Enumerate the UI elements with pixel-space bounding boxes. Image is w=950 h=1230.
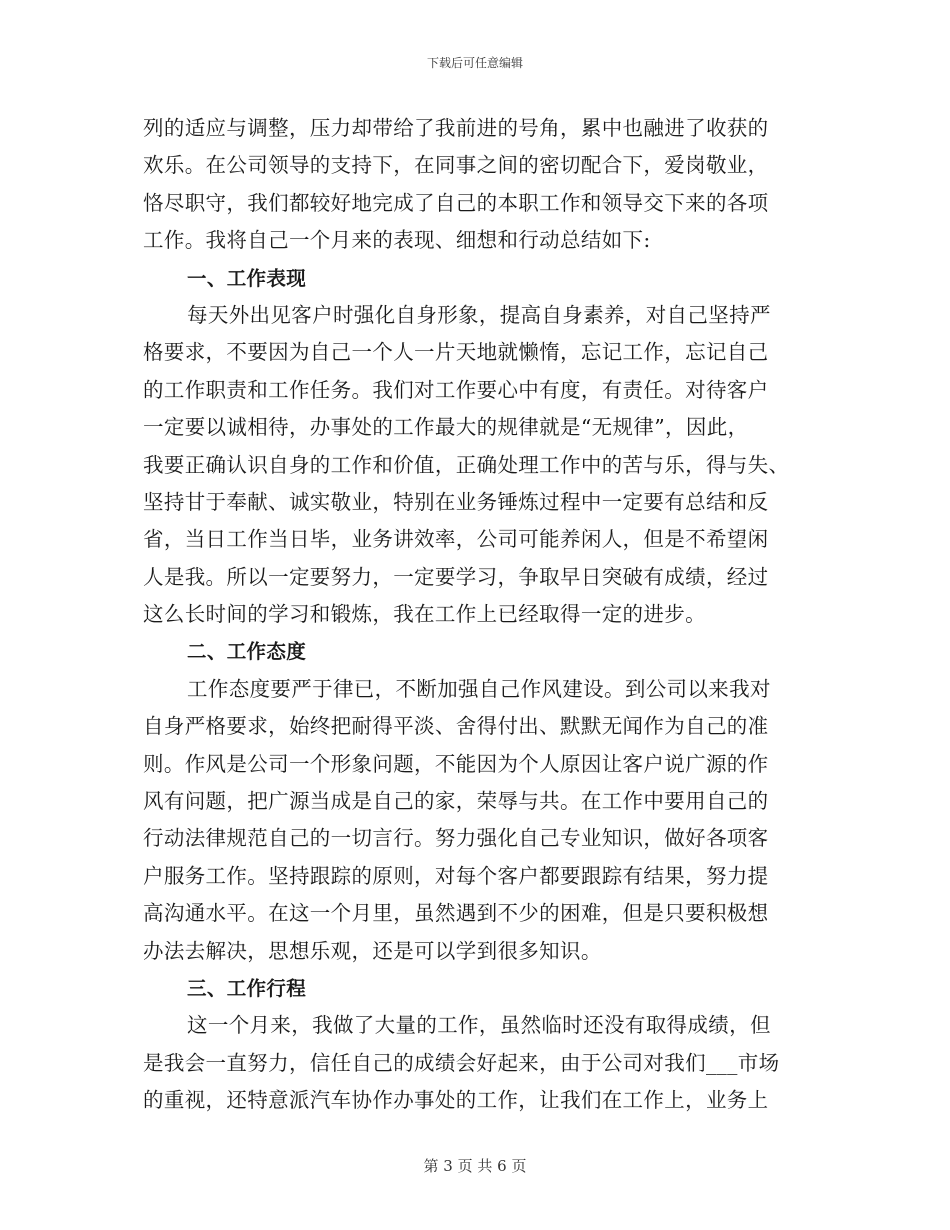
paragraph-line: 恪尽职守，我们都较好地完成了自己的本职工作和领导交下来的各项 — [143, 190, 769, 215]
page-header: 下载后可任意编辑 — [426, 56, 523, 70]
paragraph-line: 省，当日工作当日毕，业务讲效率，公司可能养闲人，但是不希望闲 — [143, 527, 769, 552]
paragraph-line: 我要正确认识自身的工作和价值，正确处理工作中的苦与乐，得与失、 — [143, 452, 790, 477]
paragraph-line: 格要求，不要因为自己一个人一片天地就懒惰，忘记工作，忘记自己 — [143, 340, 769, 365]
section-heading-work-attitude: 二、工作态度 — [187, 640, 307, 664]
paragraph-line: 则。作风是公司一个形象问题，不能因为个人原因让客户说广源的作 — [143, 751, 769, 776]
document-body — [143, 110, 803, 1120]
section-heading-work-performance: 一、工作表现 — [187, 266, 307, 290]
paragraph-line: 是我会一直努力，信任自己的成绩会好起来，由于公司对我们___市场 — [143, 1050, 780, 1075]
paragraph-line: 欢乐。在公司领导的支持下，在同事之间的密切配合下，爱岗敬业， — [143, 153, 769, 178]
paragraph-line: 工作态度要严于律已，不断加强自己作风建设。到公司以来我对 — [187, 676, 771, 701]
paragraph-line: 工作。我将自己一个月来的表现、细想和行动总结如下: — [143, 228, 651, 253]
paragraph-line: 自身严格要求，始终把耐得平淡、舍得付出、默默无闻作为自己的准 — [143, 714, 769, 739]
page-number: 第 3 页 共 6 页 — [423, 1157, 527, 1175]
paragraph-line: 户服务工作。坚持跟踪的原则，对每个客户都要跟踪有结果，努力提 — [143, 863, 769, 888]
paragraph-line: 列的适应与调整，压力却带给了我前进的号角，累中也融进了收获的 — [143, 116, 769, 140]
section-heading-work-schedule: 三、工作行程 — [187, 976, 307, 1000]
paragraph-line: 风有问题，把广源当成是自己的家，荣辱与共。在工作中要用自己的 — [143, 789, 769, 814]
paragraph-line: 办法去解决，思想乐观，还是可以学到很多知识。 — [143, 938, 602, 963]
paragraph-line: 高沟通水平。在这一个月里，虽然遇到不少的困难，但是只要积极想 — [143, 901, 769, 926]
paragraph-line: 的工作职责和工作任务。我们对工作要心中有度，有责任。对待客户 — [143, 377, 769, 402]
paragraph-line: 人是我。所以一定要努力，一定要学习，争取早日突破有成绩，经过 — [143, 564, 769, 589]
paragraph-line: 这么长时间的学习和锻炼，我在工作上已经取得一定的进步。 — [143, 602, 706, 627]
paragraph-line: 坚持甘于奉献、诚实敬业，特别在业务锤炼过程中一定要有总结和反 — [143, 489, 769, 514]
paragraph-line: 这一个月来，我做了大量的工作，虽然临时还没有取得成绩，但 — [187, 1013, 771, 1038]
paragraph-line: 的重视，还特意派汽车协作办事处的工作，让我们在工作上，业务上 — [143, 1088, 769, 1113]
paragraph-line: 每天外出见客户时强化自身形象，提高自身素养，对自己坚持严 — [187, 302, 771, 327]
paragraph-line: 一定要以诚相待，办事处的工作最大的规律就是“无规律”，因此， — [143, 415, 749, 440]
paragraph-line: 行动法律规范自己的一切言行。努力强化自己专业知识，做好各项客 — [143, 826, 769, 851]
